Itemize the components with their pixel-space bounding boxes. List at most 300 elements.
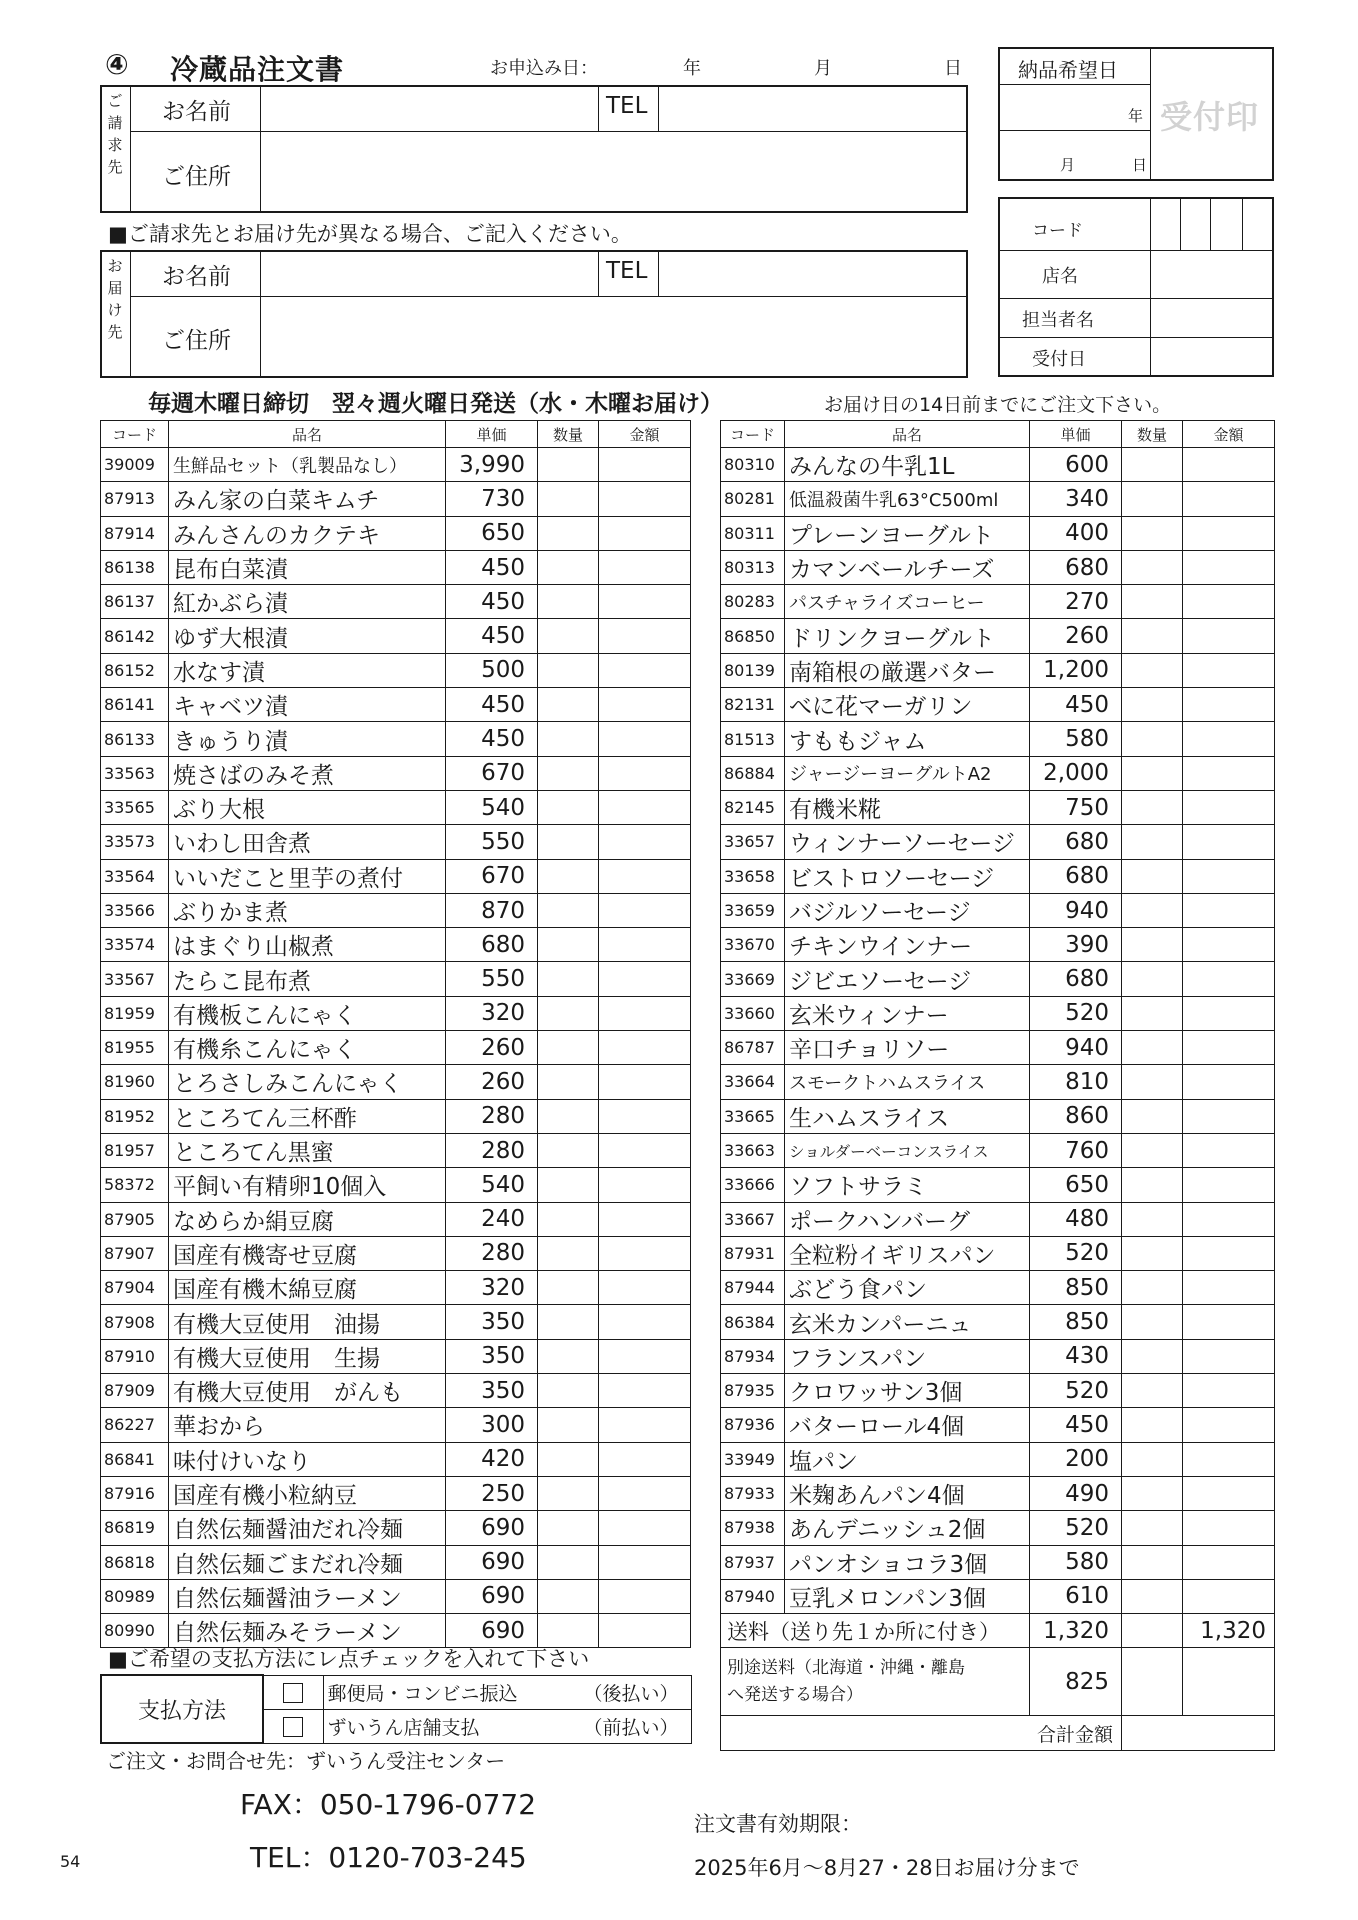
product-price: 810 xyxy=(1030,1065,1122,1099)
quantity-field[interactable] xyxy=(1122,996,1183,1030)
quantity-field[interactable] xyxy=(1122,756,1183,790)
amount-field[interactable] xyxy=(1183,653,1275,687)
amount-field[interactable] xyxy=(1183,1202,1275,1236)
product-price: 850 xyxy=(1030,1271,1122,1305)
amount-field[interactable] xyxy=(599,790,691,824)
quantity-field[interactable] xyxy=(1122,1476,1183,1510)
product-price: 340 xyxy=(1030,482,1122,516)
amount-field[interactable] xyxy=(599,1614,691,1648)
product-price: 540 xyxy=(446,1168,538,1202)
quantity-field[interactable] xyxy=(538,893,599,927)
product-code: 87916 xyxy=(101,1476,169,1510)
amount-field[interactable] xyxy=(599,1168,691,1202)
amount-field[interactable] xyxy=(599,1339,691,1373)
table-row xyxy=(101,448,691,482)
amount-field[interactable] xyxy=(1183,1065,1275,1099)
product-name: クロワッサン3個 xyxy=(785,1374,1030,1408)
product-name: 自然伝麺みそラーメン xyxy=(169,1614,446,1648)
quantity-field[interactable] xyxy=(1122,1202,1183,1236)
product-code: 33567 xyxy=(101,962,169,996)
quantity-field[interactable] xyxy=(1122,1065,1183,1099)
product-code: 80281 xyxy=(721,482,785,516)
quantity-field[interactable] xyxy=(538,1099,599,1133)
extra-shipping-qty[interactable] xyxy=(1122,1648,1183,1716)
amount-field[interactable] xyxy=(599,550,691,584)
table-row xyxy=(101,859,691,893)
form-number: ④ xyxy=(105,48,130,81)
quantity-field[interactable] xyxy=(538,550,599,584)
quantity-field[interactable] xyxy=(538,722,599,756)
table-row xyxy=(721,1099,1275,1133)
amount-field[interactable] xyxy=(1183,962,1275,996)
product-price: 400 xyxy=(1030,516,1122,550)
quantity-field[interactable] xyxy=(538,653,599,687)
product-price: 260 xyxy=(446,1031,538,1065)
quantity-field[interactable] xyxy=(1122,1545,1183,1579)
quantity-field[interactable] xyxy=(1122,448,1183,482)
table-row xyxy=(721,448,1275,482)
product-name: ぶり大根 xyxy=(169,790,446,824)
product-price: 420 xyxy=(446,1442,538,1476)
product-name: 南箱根の厳選バター xyxy=(785,653,1030,687)
table-row xyxy=(721,550,1275,584)
product-price: 260 xyxy=(1030,619,1122,653)
quantity-field[interactable] xyxy=(1122,1579,1183,1613)
quantity-field[interactable] xyxy=(538,516,599,550)
table-row xyxy=(101,1305,691,1339)
product-name: 国産有機寄せ豆腐 xyxy=(169,1236,446,1270)
product-code: 86152 xyxy=(101,653,169,687)
quantity-field[interactable] xyxy=(538,1579,599,1613)
quantity-field[interactable] xyxy=(538,1168,599,1202)
product-name: あんデニッシュ2個 xyxy=(785,1511,1030,1545)
amount-field[interactable] xyxy=(1183,1305,1275,1339)
amount-field[interactable] xyxy=(1183,1236,1275,1270)
amount-field[interactable] xyxy=(599,996,691,1030)
table-row xyxy=(101,962,691,996)
table-row xyxy=(101,1133,691,1167)
product-name: パンオショコラ3個 xyxy=(785,1545,1030,1579)
table-row xyxy=(101,653,691,687)
product-price: 750 xyxy=(1030,790,1122,824)
table-row xyxy=(101,1271,691,1305)
amount-field[interactable] xyxy=(1183,996,1275,1030)
amount-field[interactable] xyxy=(1183,893,1275,927)
amount-field[interactable] xyxy=(1183,688,1275,722)
quantity-field[interactable] xyxy=(1122,1339,1183,1373)
product-price: 690 xyxy=(446,1545,538,1579)
table-row xyxy=(101,722,691,756)
product-code: 81513 xyxy=(721,722,785,756)
payment-method-label: 支払方法 xyxy=(101,1675,263,1743)
product-code: 87910 xyxy=(101,1339,169,1373)
quantity-field[interactable] xyxy=(1122,722,1183,756)
quantity-field[interactable] xyxy=(1122,1305,1183,1339)
shipping-qty xyxy=(1122,1614,1183,1648)
quantity-field[interactable] xyxy=(538,1031,599,1065)
amount-field[interactable] xyxy=(1183,448,1275,482)
amount-field[interactable] xyxy=(1183,1031,1275,1065)
quantity-field[interactable] xyxy=(1122,1031,1183,1065)
quantity-field[interactable] xyxy=(1122,482,1183,516)
product-name: ポークハンバーグ xyxy=(785,1202,1030,1236)
product-code: 80989 xyxy=(101,1579,169,1613)
product-price: 580 xyxy=(1030,722,1122,756)
table-row xyxy=(721,1408,1275,1442)
table-row xyxy=(721,1374,1275,1408)
amount-field[interactable] xyxy=(1183,1579,1275,1613)
product-price: 500 xyxy=(446,653,538,687)
checkbox-icon[interactable] xyxy=(283,1717,303,1737)
table-row xyxy=(101,1442,691,1476)
table-row xyxy=(101,1374,691,1408)
quantity-field[interactable] xyxy=(1122,1168,1183,1202)
product-code: 33563 xyxy=(101,756,169,790)
table-row xyxy=(721,1579,1275,1613)
product-price: 540 xyxy=(446,790,538,824)
amount-field[interactable] xyxy=(1183,1374,1275,1408)
product-name: フランスパン xyxy=(785,1339,1030,1373)
quantity-field[interactable] xyxy=(538,1511,599,1545)
header-price: 単価 xyxy=(1030,421,1122,448)
amount-field[interactable] xyxy=(599,1271,691,1305)
product-name: ジャージーヨーグルトA2 xyxy=(785,756,1030,790)
product-price: 250 xyxy=(446,1476,538,1510)
amount-field[interactable] xyxy=(1183,859,1275,893)
product-price: 690 xyxy=(446,1511,538,1545)
product-price: 940 xyxy=(1030,1031,1122,1065)
quantity-field[interactable] xyxy=(1122,1271,1183,1305)
quantity-field[interactable] xyxy=(538,688,599,722)
shipping-amount: 1,320 xyxy=(1183,1614,1275,1648)
product-name: みんなの牛乳1L xyxy=(785,448,1030,482)
table-row xyxy=(721,482,1275,516)
quantity-field[interactable] xyxy=(538,1476,599,1510)
amount-field[interactable] xyxy=(1183,1271,1275,1305)
product-code: 86841 xyxy=(101,1442,169,1476)
amount-field[interactable] xyxy=(599,653,691,687)
quantity-field[interactable] xyxy=(538,1545,599,1579)
quantity-field[interactable] xyxy=(538,1408,599,1442)
extra-shipping-amount[interactable] xyxy=(1183,1648,1275,1716)
quantity-field[interactable] xyxy=(1122,1374,1183,1408)
quantity-field[interactable] xyxy=(1122,1408,1183,1442)
product-name: プレーンヨーグルト xyxy=(785,516,1030,550)
quantity-field[interactable] xyxy=(538,1339,599,1373)
product-code: 86137 xyxy=(101,585,169,619)
table-row xyxy=(101,516,691,550)
quantity-field[interactable] xyxy=(538,1374,599,1408)
product-code: 87938 xyxy=(721,1511,785,1545)
product-name: きゅうり漬 xyxy=(169,722,446,756)
amount-field[interactable] xyxy=(599,448,691,482)
table-row xyxy=(101,1168,691,1202)
product-name: ドリンクヨーグルト xyxy=(785,619,1030,653)
quantity-field[interactable] xyxy=(1122,859,1183,893)
amount-field[interactable] xyxy=(599,482,691,516)
amount-field[interactable] xyxy=(1183,1099,1275,1133)
quantity-field[interactable] xyxy=(538,1133,599,1167)
product-code: 87931 xyxy=(721,1236,785,1270)
product-price: 680 xyxy=(446,928,538,962)
product-code: 86884 xyxy=(721,756,785,790)
header-code: コード xyxy=(721,421,785,448)
product-code: 33666 xyxy=(721,1168,785,1202)
table-row xyxy=(721,516,1275,550)
product-name: すももジャム xyxy=(785,722,1030,756)
table-row xyxy=(101,1579,691,1613)
amount-field[interactable] xyxy=(1183,1133,1275,1167)
amount-field[interactable] xyxy=(1183,722,1275,756)
table-row xyxy=(721,928,1275,962)
quantity-field[interactable] xyxy=(1122,516,1183,550)
amount-field[interactable] xyxy=(1183,1511,1275,1545)
product-code: 86138 xyxy=(101,550,169,584)
product-price: 940 xyxy=(1030,893,1122,927)
amount-field[interactable] xyxy=(599,722,691,756)
extra-shipping-label: 別途送料（北海道・沖縄・離島 へ発送する場合） xyxy=(721,1648,1030,1716)
amount-field[interactable] xyxy=(1183,1408,1275,1442)
product-code: 80310 xyxy=(721,448,785,482)
payment-option-2-label: ずいうん店舗支払 xyxy=(327,1716,480,1739)
quantity-field[interactable] xyxy=(538,482,599,516)
quantity-field[interactable] xyxy=(1122,619,1183,653)
page-number: 54 xyxy=(60,1852,81,1871)
delivery-month-label: 月 xyxy=(1060,156,1076,174)
amount-field[interactable] xyxy=(599,1442,691,1476)
product-name: ビストロソーセージ xyxy=(785,859,1030,893)
amount-field[interactable] xyxy=(1183,585,1275,619)
quantity-field[interactable] xyxy=(538,928,599,962)
payment-option-1[interactable] xyxy=(323,1675,691,1709)
quantity-field[interactable] xyxy=(538,756,599,790)
table-row xyxy=(721,653,1275,687)
amount-field[interactable] xyxy=(599,1545,691,1579)
amount-field[interactable] xyxy=(599,1099,691,1133)
payment-option-2-checkbox[interactable] xyxy=(263,1709,323,1743)
quantity-field[interactable] xyxy=(538,859,599,893)
product-name: 昆布白菜漬 xyxy=(169,550,446,584)
amount-field[interactable] xyxy=(599,1579,691,1613)
amount-field[interactable] xyxy=(599,1031,691,1065)
amount-field[interactable] xyxy=(1183,1168,1275,1202)
quantity-field[interactable] xyxy=(538,1442,599,1476)
quantity-field[interactable] xyxy=(538,962,599,996)
product-name: 平飼い有精卵10個入 xyxy=(169,1168,446,1202)
quantity-field[interactable] xyxy=(1122,585,1183,619)
amount-field[interactable] xyxy=(1183,928,1275,962)
quantity-field[interactable] xyxy=(538,996,599,1030)
amount-field[interactable] xyxy=(599,825,691,859)
product-price: 450 xyxy=(1030,688,1122,722)
quantity-field[interactable] xyxy=(1122,928,1183,962)
product-code: 81959 xyxy=(101,996,169,1030)
amount-field[interactable] xyxy=(599,1236,691,1270)
quantity-field[interactable] xyxy=(538,1065,599,1099)
table-row xyxy=(721,1305,1275,1339)
amount-field[interactable] xyxy=(599,1511,691,1545)
quantity-field[interactable] xyxy=(1122,550,1183,584)
amount-field[interactable] xyxy=(599,1374,691,1408)
product-name: ところてん三杯酢 xyxy=(169,1099,446,1133)
table-row xyxy=(721,1339,1275,1373)
amount-field[interactable] xyxy=(599,1202,691,1236)
product-price: 650 xyxy=(446,516,538,550)
quantity-field[interactable] xyxy=(1122,962,1183,996)
amount-field[interactable] xyxy=(1183,482,1275,516)
quantity-field[interactable] xyxy=(538,825,599,859)
office-staff-label: 担当者名 xyxy=(1022,310,1094,331)
product-name: 水なす漬 xyxy=(169,653,446,687)
quantity-field[interactable] xyxy=(538,619,599,653)
product-code: 87909 xyxy=(101,1374,169,1408)
amount-field[interactable] xyxy=(1183,1339,1275,1373)
table-row xyxy=(721,1031,1275,1065)
delivery-year-label: 年 xyxy=(1128,107,1144,125)
quantity-field[interactable] xyxy=(1122,893,1183,927)
quantity-field[interactable] xyxy=(538,1202,599,1236)
product-name: 塩パン xyxy=(785,1442,1030,1476)
amount-field[interactable] xyxy=(599,1408,691,1442)
product-name: 華おから xyxy=(169,1408,446,1442)
header-qty: 数量 xyxy=(1122,421,1183,448)
quantity-field[interactable] xyxy=(1122,653,1183,687)
table-row xyxy=(101,550,691,584)
amount-field[interactable] xyxy=(1183,825,1275,859)
quantity-field[interactable] xyxy=(1122,1133,1183,1167)
product-name: 玄米カンパーニュ xyxy=(785,1305,1030,1339)
table-row xyxy=(721,1168,1275,1202)
product-name: 低温殺菌牛乳63°C500ml xyxy=(785,482,1030,516)
header-qty: 数量 xyxy=(538,421,599,448)
table-row xyxy=(101,619,691,653)
quantity-field[interactable] xyxy=(1122,688,1183,722)
product-code: 33573 xyxy=(101,825,169,859)
amount-field[interactable] xyxy=(1183,756,1275,790)
table-row xyxy=(101,756,691,790)
table-row xyxy=(721,1133,1275,1167)
header-name: 品名 xyxy=(169,421,446,448)
total-row xyxy=(721,1716,1275,1750)
product-price: 670 xyxy=(446,859,538,893)
header-price: 単価 xyxy=(446,421,538,448)
amount-field[interactable] xyxy=(599,585,691,619)
product-price: 600 xyxy=(1030,448,1122,482)
amount-field[interactable] xyxy=(1183,1442,1275,1476)
quantity-field[interactable] xyxy=(1122,1511,1183,1545)
payment-option-1-checkbox[interactable] xyxy=(263,1675,323,1709)
product-code: 81960 xyxy=(101,1065,169,1099)
product-price: 680 xyxy=(1030,550,1122,584)
amount-field[interactable] xyxy=(599,619,691,653)
amount-field[interactable] xyxy=(599,928,691,962)
product-name: キャベツ漬 xyxy=(169,688,446,722)
amount-field[interactable] xyxy=(599,1476,691,1510)
quantity-field[interactable] xyxy=(1122,790,1183,824)
quantity-field[interactable] xyxy=(538,1236,599,1270)
quantity-field[interactable] xyxy=(1122,1236,1183,1270)
amount-field[interactable] xyxy=(599,1065,691,1099)
quantity-field[interactable] xyxy=(538,1271,599,1305)
billing-tel-field[interactable] xyxy=(660,87,966,130)
quantity-field[interactable] xyxy=(538,1305,599,1339)
product-code: 86819 xyxy=(101,1511,169,1545)
delivery-date-label: 納品希望日 xyxy=(1018,58,1118,82)
billing-address-field[interactable] xyxy=(262,133,966,211)
product-code: 33663 xyxy=(721,1133,785,1167)
table-row xyxy=(101,1031,691,1065)
quantity-field[interactable] xyxy=(538,448,599,482)
table-row xyxy=(101,1202,691,1236)
product-price: 320 xyxy=(446,1271,538,1305)
amount-field[interactable] xyxy=(599,859,691,893)
product-name: 生ハムスライス xyxy=(785,1099,1030,1133)
amount-field[interactable] xyxy=(599,688,691,722)
amount-field[interactable] xyxy=(599,756,691,790)
table-row xyxy=(101,482,691,516)
amount-field[interactable] xyxy=(1183,516,1275,550)
product-code: 86142 xyxy=(101,619,169,653)
product-code: 33657 xyxy=(721,825,785,859)
amount-field[interactable] xyxy=(1183,1476,1275,1510)
table-row xyxy=(721,893,1275,927)
quantity-field[interactable] xyxy=(1122,825,1183,859)
total-amount-field[interactable] xyxy=(1122,1716,1275,1750)
amount-field[interactable] xyxy=(599,516,691,550)
amount-field[interactable] xyxy=(599,1305,691,1339)
product-name: 国産有機木綿豆腐 xyxy=(169,1271,446,1305)
table-row xyxy=(101,1236,691,1270)
header-code: コード xyxy=(101,421,169,448)
product-name: 有機板こんにゃく xyxy=(169,996,446,1030)
product-code: 81952 xyxy=(101,1099,169,1133)
product-code: 33566 xyxy=(101,893,169,927)
product-code: 33565 xyxy=(101,790,169,824)
product-price: 430 xyxy=(1030,1339,1122,1373)
amount-field[interactable] xyxy=(1183,619,1275,653)
product-code: 82131 xyxy=(721,688,785,722)
product-name: 国産有機小粒納豆 xyxy=(169,1476,446,1510)
delivery-address-field[interactable] xyxy=(262,298,966,376)
product-code: 80313 xyxy=(721,550,785,584)
product-price: 870 xyxy=(446,893,538,927)
product-price: 730 xyxy=(446,482,538,516)
amount-field[interactable] xyxy=(1183,550,1275,584)
amount-field[interactable] xyxy=(1183,1545,1275,1579)
amount-field[interactable] xyxy=(599,962,691,996)
delivery-tel-field[interactable] xyxy=(660,252,966,295)
quantity-field[interactable] xyxy=(1122,1442,1183,1476)
product-price: 690 xyxy=(446,1579,538,1613)
product-code: 39009 xyxy=(101,448,169,482)
payment-option-2[interactable] xyxy=(323,1709,691,1743)
amount-field[interactable] xyxy=(599,893,691,927)
delivery-day-label: 日 xyxy=(1132,156,1148,174)
product-code: 86787 xyxy=(721,1031,785,1065)
amount-field[interactable] xyxy=(599,1133,691,1167)
quantity-field[interactable] xyxy=(538,585,599,619)
quantity-field[interactable] xyxy=(1122,1099,1183,1133)
quantity-field[interactable] xyxy=(538,790,599,824)
delivery-name-field[interactable] xyxy=(262,252,596,295)
checkbox-icon[interactable] xyxy=(283,1683,303,1703)
table-row xyxy=(101,825,691,859)
product-price: 260 xyxy=(446,1065,538,1099)
amount-field[interactable] xyxy=(1183,790,1275,824)
billing-side-label: ご 請 求 先 xyxy=(107,92,123,176)
billing-name-field[interactable] xyxy=(262,87,596,130)
table-row xyxy=(101,1511,691,1545)
